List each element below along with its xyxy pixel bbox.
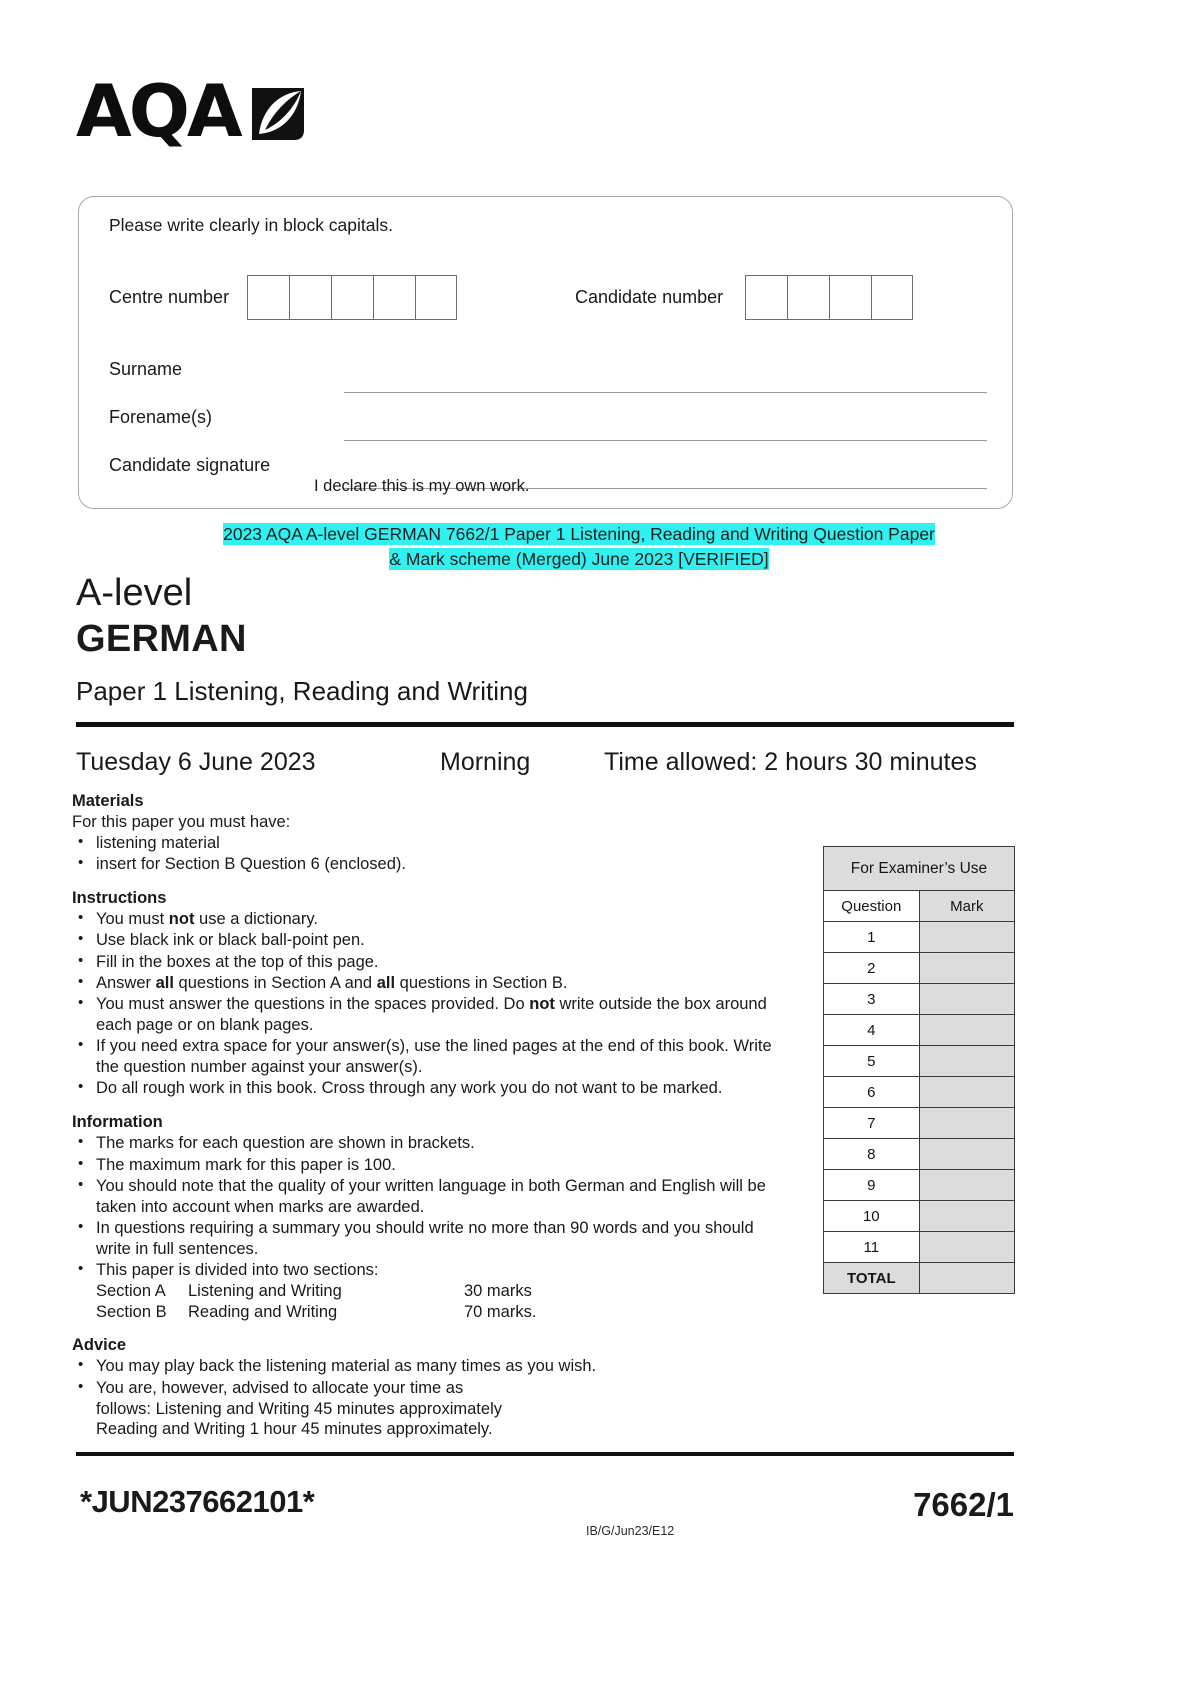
- qualification-level: A-level: [76, 572, 193, 614]
- aqa-logo: [76, 69, 308, 153]
- candidate-number-boxes[interactable]: [745, 275, 913, 320]
- table-row: [824, 922, 1015, 953]
- surname-field[interactable]: [109, 359, 987, 389]
- table-row-total: [824, 1263, 1015, 1294]
- list-item: • You should note that the quality of your written language in both German and English will be taken into account when marks are awarded.: [72, 1176, 784, 1218]
- table-row: [824, 1201, 1015, 1232]
- table-row: [824, 891, 1015, 922]
- materials-intro: For this paper you must have:: [72, 813, 291, 831]
- section-title: Listening and Writing: [188, 1281, 342, 1300]
- mark-cell[interactable]: [919, 1139, 1014, 1170]
- table-row: [824, 847, 1015, 891]
- list-item: • You must answer the questions in the spaces provided. Do not write outside the box around each page or on blank pages.: [72, 994, 784, 1036]
- advice-item-text: You are, however, advised to allocate your time as: [96, 1378, 464, 1397]
- question-number: 2: [824, 953, 920, 984]
- centre-number-cell[interactable]: [373, 275, 415, 320]
- subject-title: GERMAN: [76, 618, 247, 660]
- list-item: • You may play back the listening material as many times as you wish.: [72, 1356, 784, 1377]
- surname-label: Surname: [109, 359, 183, 379]
- signature-label: Candidate signature: [109, 455, 271, 475]
- block-capitals-note: Please write clearly in block capitals.: [109, 215, 394, 235]
- sections-breakdown: [72, 1281, 784, 1323]
- table-row: [824, 1170, 1015, 1201]
- total-label: TOTAL: [824, 1263, 920, 1294]
- question-number: 6: [824, 1077, 920, 1108]
- list-item: • Fill in the boxes at the top of this page.: [72, 952, 784, 973]
- table-row: [824, 1139, 1015, 1170]
- merged-title-line2: & Mark scheme (Merged) June 2023 [VERIFIED]: [389, 549, 769, 569]
- mark-cell[interactable]: [919, 1015, 1014, 1046]
- candidate-number-label: Candidate number: [575, 287, 724, 307]
- section-row: [96, 1281, 784, 1302]
- table-row: [824, 1015, 1015, 1046]
- question-number: 8: [824, 1139, 920, 1170]
- paper-title: Paper 1 Listening, Reading and Writing: [76, 676, 528, 706]
- surname-input-line[interactable]: [344, 392, 987, 393]
- exam-time-allowed: Time allowed: 2 hours 30 minutes: [604, 748, 977, 776]
- candidate-number-cell[interactable]: [787, 275, 829, 320]
- aqa-leaf-mark-icon: [248, 84, 308, 149]
- list-item: • Answer all questions in Section A and all questions in Section B.: [72, 973, 784, 994]
- candidate-number-cell[interactable]: [871, 275, 913, 320]
- mark-cell[interactable]: [919, 1046, 1014, 1077]
- centre-number-cell[interactable]: [247, 275, 289, 320]
- table-row: [824, 984, 1015, 1015]
- signature-field[interactable]: [109, 455, 987, 485]
- declaration-text: I declare this is my own work.: [314, 477, 530, 495]
- candidate-number-field[interactable]: [575, 275, 913, 320]
- list-item: • This paper is divided into two sections:: [72, 1260, 784, 1281]
- cover-instructions-column: [72, 792, 784, 1440]
- column-header-question: Question: [824, 891, 920, 922]
- section-marks: 30 marks: [464, 1281, 532, 1300]
- list-item: • The marks for each question are shown in brackets.: [72, 1133, 784, 1154]
- mark-cell[interactable]: [919, 1232, 1014, 1263]
- candidate-number-cell[interactable]: [745, 275, 787, 320]
- information-list: [72, 1133, 784, 1281]
- centre-number-cell[interactable]: [415, 275, 457, 320]
- centre-number-cell[interactable]: [331, 275, 373, 320]
- question-number: 9: [824, 1170, 920, 1201]
- list-item: • Use black ink or black ball-point pen.: [72, 930, 784, 951]
- question-number: 11: [824, 1232, 920, 1263]
- ib-code: IB/G/Jun23/E12: [586, 1524, 675, 1538]
- total-mark-cell[interactable]: [919, 1263, 1014, 1294]
- centre-number-label: Centre number: [109, 287, 230, 307]
- mark-cell[interactable]: [919, 922, 1014, 953]
- table-row: [824, 1077, 1015, 1108]
- information-heading: Information: [72, 1113, 163, 1132]
- instructions-heading: Instructions: [72, 889, 167, 908]
- section-marks: 70 marks.: [464, 1302, 537, 1321]
- table-row: [824, 1232, 1015, 1263]
- aqa-logo-text: AQA: [76, 69, 240, 153]
- forename-field[interactable]: [109, 407, 987, 437]
- list-item: [72, 1378, 784, 1399]
- table-row: [824, 1108, 1015, 1139]
- forename-input-line[interactable]: [344, 440, 987, 441]
- candidate-number-cell[interactable]: [829, 275, 871, 320]
- advice-continuation-2: Reading and Writing 1 hour 45 minutes approximately.: [96, 1420, 493, 1439]
- list-item: • Do all rough work in this book. Cross through any work you do not want to be marked.: [72, 1078, 784, 1099]
- materials-heading: Materials: [72, 792, 144, 810]
- examiner-marks-table: [823, 846, 1015, 1294]
- examiner-table-header: For Examiner’s Use: [824, 847, 1015, 891]
- mark-cell[interactable]: [919, 953, 1014, 984]
- list-item: • If you need extra space for your answer(s), use the lined pages at the end of this book. Write the question number against your answer(s).: [72, 1036, 784, 1078]
- advice-heading: Advice: [72, 1336, 127, 1355]
- table-row: [824, 953, 1015, 984]
- table-row: [824, 1046, 1015, 1077]
- barcode-text: *JUN237662101*: [80, 1484, 315, 1519]
- merged-document-title: [160, 522, 998, 572]
- footer-divider: [76, 1452, 1014, 1456]
- exam-session: Morning: [440, 748, 531, 776]
- advice-list: [72, 1356, 784, 1398]
- mark-cell[interactable]: [919, 1201, 1014, 1232]
- instructions-list: [72, 909, 784, 1099]
- question-number: 1: [824, 922, 920, 953]
- centre-number-field[interactable]: [109, 275, 457, 320]
- section-name: Section B: [96, 1302, 167, 1321]
- merged-title-line1: 2023 AQA A-level GERMAN 7662/1 Paper 1 Listening, Reading and Writing Question Paper: [223, 524, 935, 544]
- header-divider: [76, 722, 1014, 727]
- exam-date: Tuesday 6 June 2023: [76, 748, 316, 776]
- mark-cell[interactable]: [919, 984, 1014, 1015]
- centre-number-cell[interactable]: [289, 275, 331, 320]
- section-row: [96, 1302, 784, 1323]
- question-number: 3: [824, 984, 920, 1015]
- paper-code: 7662/1: [913, 1486, 1014, 1523]
- forename-label: Forename(s): [109, 407, 213, 427]
- list-item: • You must not use a dictionary.: [72, 909, 784, 930]
- list-item: • The maximum mark for this paper is 100.: [72, 1155, 784, 1176]
- materials-list: [72, 833, 784, 875]
- list-item: • In questions requiring a summary you should write no more than 90 words and you should write in full sentences.: [72, 1218, 784, 1260]
- advice-continuation-1: follows: Listening and Writing 45 minutes approximately: [96, 1399, 502, 1418]
- candidate-details-box: [78, 196, 1013, 509]
- section-name: Section A: [96, 1281, 166, 1300]
- question-number: 4: [824, 1015, 920, 1046]
- centre-number-boxes[interactable]: [247, 275, 457, 320]
- mark-cell[interactable]: [919, 1108, 1014, 1139]
- mark-cell[interactable]: [919, 1077, 1014, 1108]
- list-item: • listening material: [72, 833, 784, 854]
- question-number: 10: [824, 1201, 920, 1232]
- section-title: Reading and Writing: [188, 1302, 338, 1321]
- list-item: • insert for Section B Question 6 (enclosed).: [72, 854, 784, 875]
- column-header-mark: Mark: [919, 891, 1014, 922]
- question-number: 5: [824, 1046, 920, 1077]
- mark-cell[interactable]: [919, 1170, 1014, 1201]
- question-number: 7: [824, 1108, 920, 1139]
